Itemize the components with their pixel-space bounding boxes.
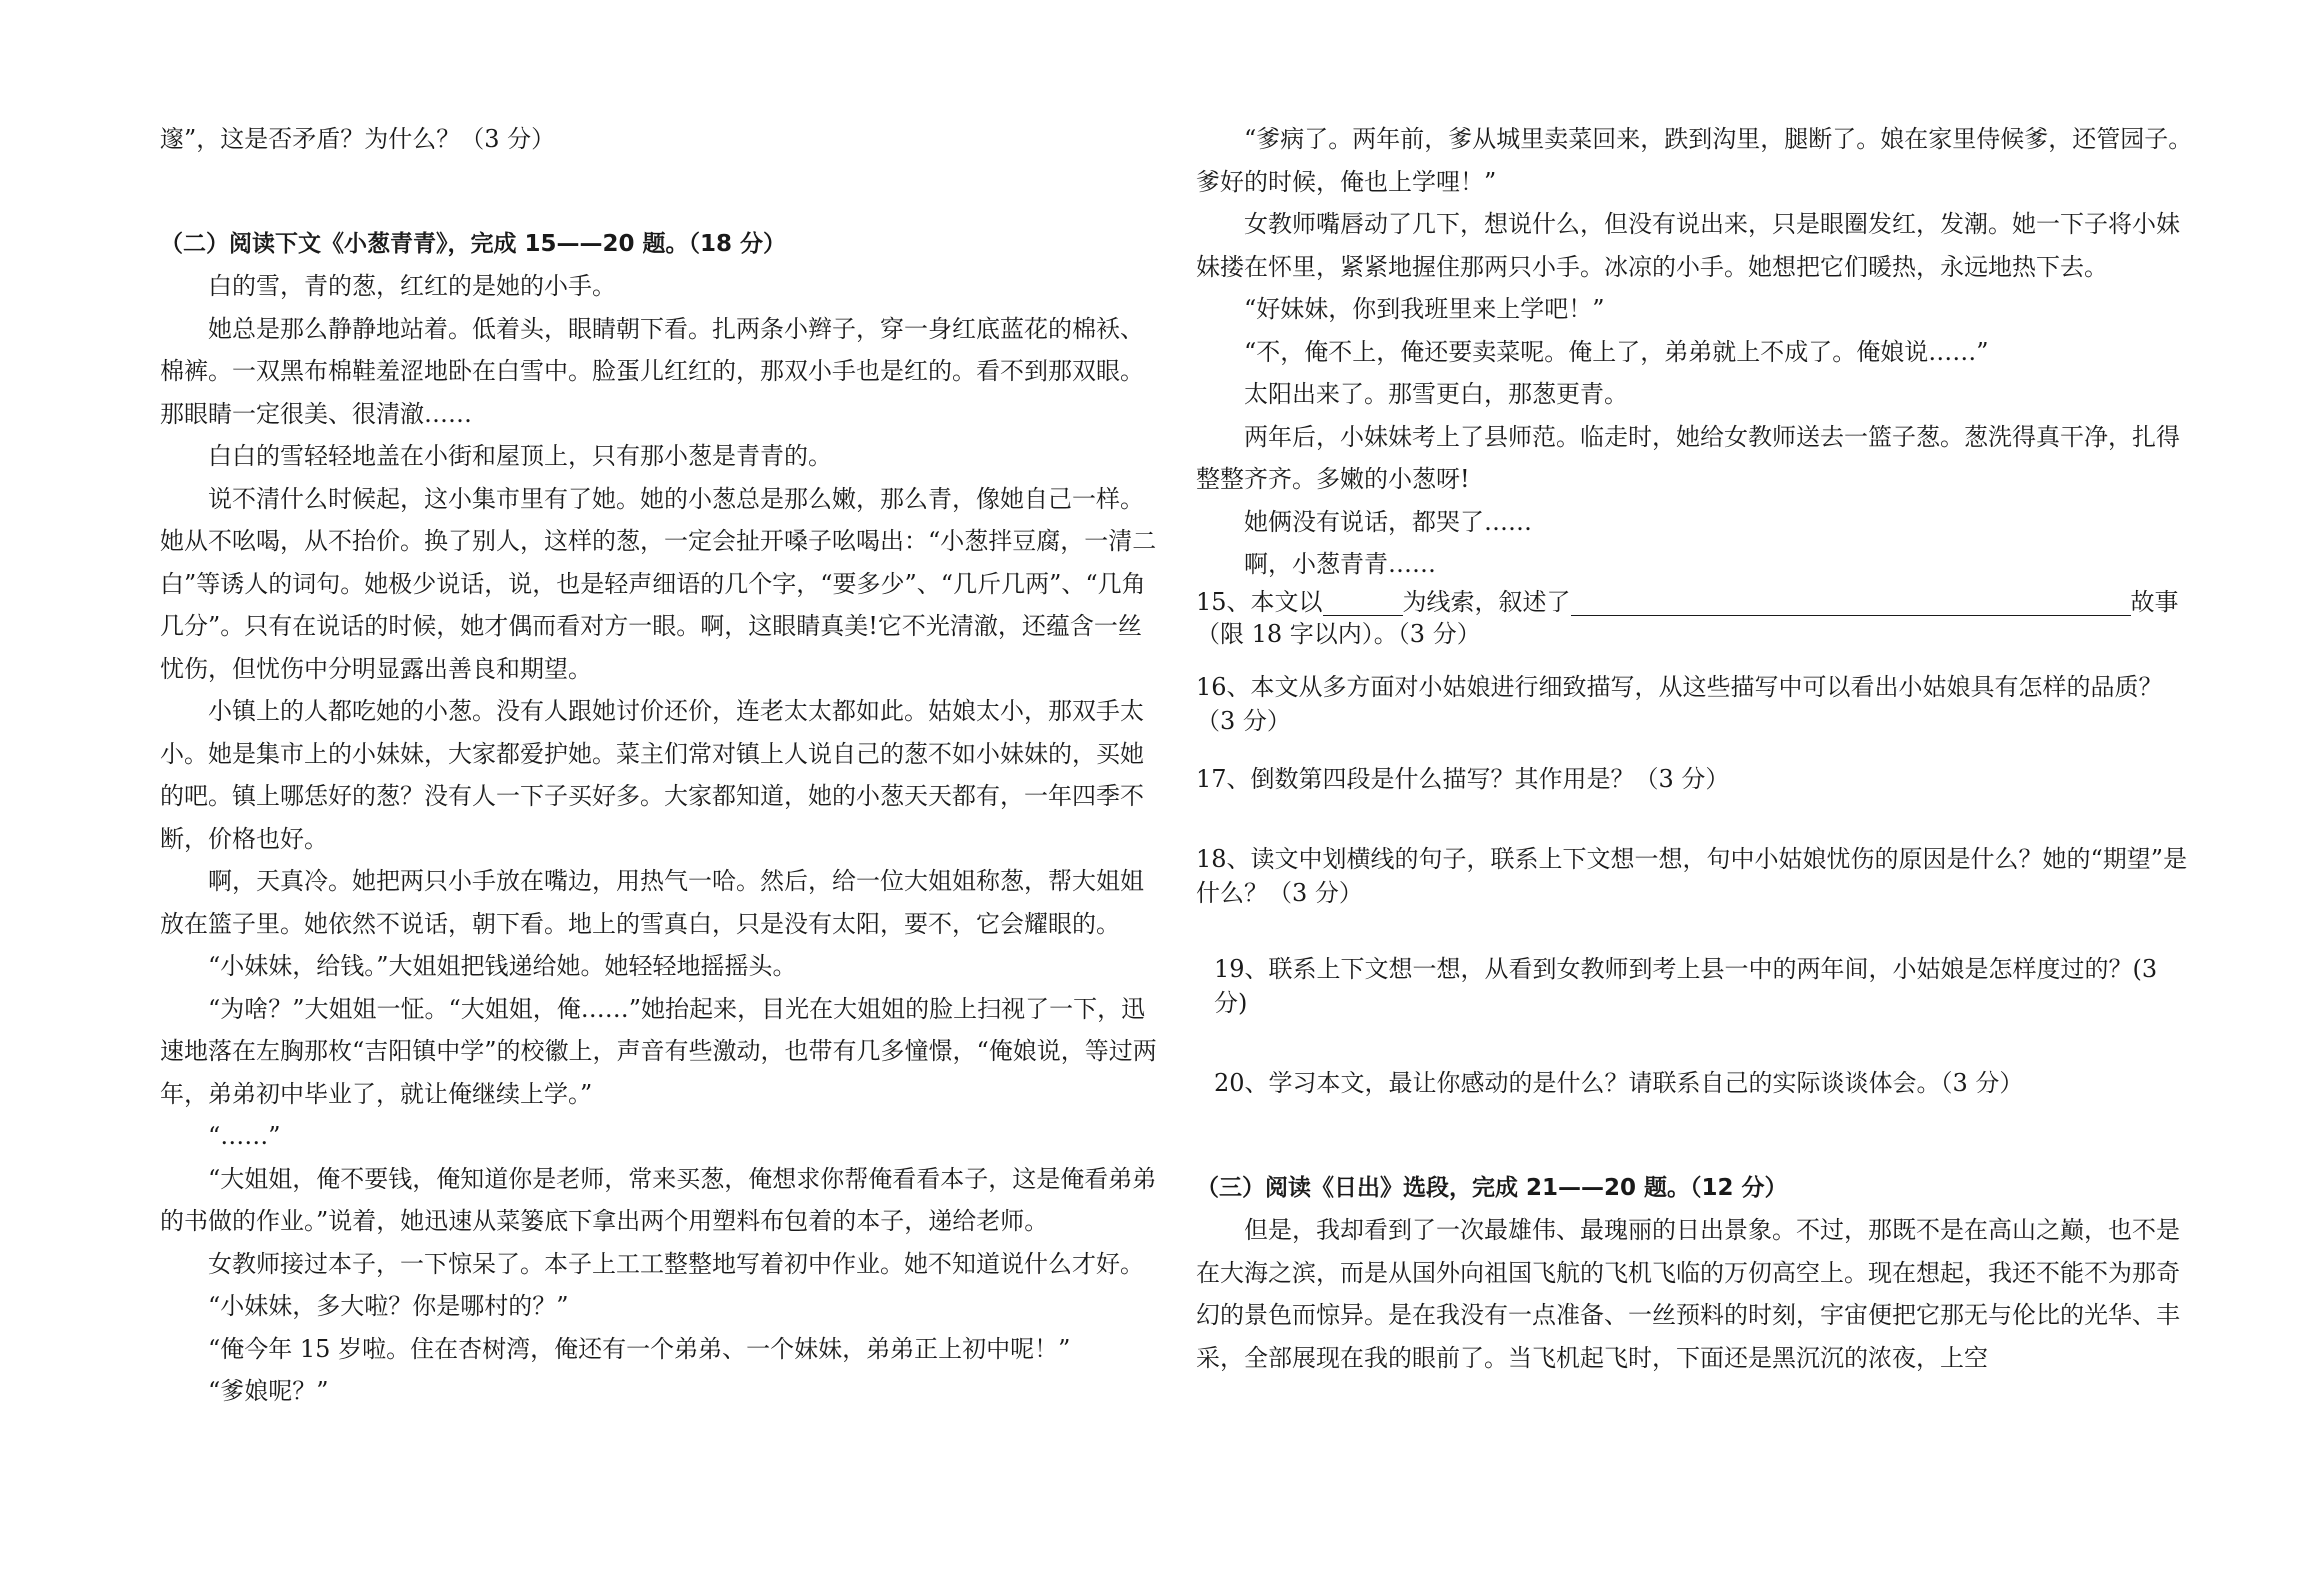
section-2-heading: （二）阅读下文《小葱青青》，完成 15——20 题。（18 分）: [160, 230, 787, 257]
question-18: 18、读文中划横线的句子，联系上下文想一想，句中小姑娘忧伤的原因是什么？她的“期望”是什么？（3 分）: [1196, 845, 2188, 907]
right-column: [1196, 118, 2198, 1379]
passage-paragraph: 小镇上的人都吃她的小葱。没有人跟她讨价还价，连老太太都如此。姑娘太小，那双手太小。她是集市上的小妹妹，大家都爱护她。菜主们常对镇上人说自己的葱不如小妹妹的，买她的吧。镇上哪恁好的葱？没有人一下子买好多。大家都知道，她的小葱天天都有，一年四季不断，价格也好。: [160, 697, 1144, 853]
passage-paragraph: 她总是那么静静地站着。低着头，眼睛朝下看。扎两条小辫子，穿一身红底蓝花的棉袄、棉裤。一双黑布棉鞋羞涩地卧在白雪中。脸蛋儿红红的，那双小手也是红的。看不到那双眼。那眼睛一定很美、很清澈……: [160, 314, 1144, 428]
question-15-suffix: 故事: [2130, 587, 2179, 616]
passage-paragraph: “……”: [208, 1122, 281, 1150]
spacer: [1196, 800, 2198, 842]
question-15-middle: 为线索，叙述了: [1402, 587, 1571, 616]
passage-paragraph: “为啥？”大姐姐一怔。“大姐姐，俺……”她抬起来，目光在大姐姐的脸上扫视了一下，迅速地落在左胸那枚“吉阳镇中学”的校徽上，声音有些激动，也带有几多憧憬，“俺娘说，等过两年，弟弟初中毕业了，就让俺继续上学。”: [160, 994, 1157, 1108]
passage-paragraph: “小妹妹，给钱。”大姐姐把钱递给她。她轻轻地摇摇头。: [208, 952, 797, 980]
section-3-heading: （三）阅读《日出》选段，完成 21——20 题。（12 分）: [1196, 1174, 1788, 1201]
question-15-limit: （限 18 字以内）。（3 分）: [1196, 619, 1481, 648]
answer-blank-story[interactable]: [1571, 589, 2131, 616]
passage-paragraph: 太阳出来了。那雪更白，那葱更青。: [1244, 380, 1628, 408]
spacer: [1196, 738, 2198, 758]
question-15-prefix: 15、本文以: [1196, 587, 1323, 616]
answer-blank-clue[interactable]: [1323, 589, 1403, 616]
passage-paragraph: 白白的雪轻轻地盖在小街和屋顶上，只有那小葱是青青的。: [208, 442, 832, 470]
passage-paragraph: “好妹妹，你到我班里来上学吧！”: [1244, 295, 1605, 323]
passage-paragraph: 女教师接过本子，一下惊呆了。本子上工工整整地写着初中作业。她不知道说什么才好。: [208, 1249, 1144, 1278]
spacer: [1196, 1105, 2198, 1167]
left-column: [160, 118, 1160, 1413]
passage-paragraph: 她俩没有说话，都哭了……: [1244, 507, 1532, 536]
question-19: 19、联系上下文想一想，从看到女教师到考上县一中的两年间，小姑娘是怎样度过的？(3 分): [1214, 955, 2158, 1017]
passage-paragraph: “俺今年 15 岁啦。住在杏树湾，俺还有一个弟弟、一个妹妹，弟弟正上初中呢！”: [208, 1334, 1071, 1363]
question-14-continuation: 邃”，这是否矛盾？为什么？（3 分）: [160, 125, 556, 153]
passage-paragraph: 啊，小葱青青……: [1244, 550, 1436, 578]
spacer: [160, 161, 1160, 223]
passage-paragraph: 白的雪，青的葱，红红的是她的小手。: [208, 272, 616, 300]
passage-paragraph: 啊，天真冷。她把两只小手放在嘴边，用热气一哈。然后，给一位大姐姐称葱，帮大姐姐放在篮子里。她依然不说话，朝下看。地上的雪真白，只是没有太阳，要不，它会耀眼的。: [160, 867, 1144, 938]
spacer: [1196, 650, 2198, 670]
passage-paragraph: 女教师嘴唇动了几下，想说什么，但没有说出来，只是眼圈发红，发潮。她一下子将小妹妹搂在怀里，紧紧地握住那两只小手。冰凉的小手。她想把它们暖热，永远地热下去。: [1196, 210, 2180, 281]
question-15: [1196, 586, 2198, 618]
passage-paragraph: “爹病了。两年前，爹从城里卖菜回来，跌到沟里，腿断了。娘在家里侍候爹，还管园子。爹好的时候，俺也上学哩！”: [1196, 125, 2193, 196]
passage-paragraph: “不，俺不上，俺还要卖菜呢。俺上了，弟弟就上不成了。俺娘说……”: [1244, 337, 1989, 366]
question-16: 16、本文从多方面对小姑娘进行细致描写，从这些描写中可以看出小姑娘具有怎样的品质？（3 分）: [1196, 672, 2163, 735]
spacer: [1196, 1020, 2198, 1062]
question-17: 17、倒数第四段是什么描写？其作用是？（3 分）: [1196, 764, 1730, 793]
passage-paragraph: 两年后，小妹妹考上了县师范。临走时，她给女教师送去一篮子葱。葱洗得真干净，扎得整整齐齐。多嫩的小葱呀!: [1196, 422, 2180, 493]
question-20: 20、学习本文，最让你感动的是什么？请联系自己的实际谈谈体会。（3 分）: [1214, 1069, 2024, 1097]
passage-paragraph: “爹娘呢？”: [208, 1377, 329, 1405]
spacer: [1196, 910, 2198, 952]
passage-paragraph: “大姐姐，俺不要钱，俺知道你是老师，常来买葱，俺想求你帮俺看看本子，这是俺看弟弟的书做的作业。”说着，她迅速从菜篓底下拿出两个用塑料布包着的本子，递给老师。: [160, 1164, 1157, 1235]
passage-paragraph: 但是，我却看到了一次最雄伟、最瑰丽的日出景象。不过，那既不是在高山之巅，也不是在大海之滨，而是从国外向祖国飞航的飞机飞临的万仞高空上。现在想起，我还不能不为那奇幻的景色而惊异。是在我没有一点准备、一丝预料的时刻，宇宙便把它那无与伦比的光华、丰采，全部展现在我的眼前了。当飞机起飞时，下面还是黑沉沉的浓夜，上空: [1196, 1216, 2180, 1372]
passage-paragraph: 说不清什么时候起，这小集市里有了她。她的小葱总是那么嫩，那么青，像她自己一样。她从不吆喝，从不抬价。换了别人，这样的葱，一定会扯开嗓子吆喝出：“小葱拌豆腐，一清二白”等诱人的词句。她极少说话，说，也是轻声细语的几个字，“要多少”、“几斤几两”、“几角几分”。只有在说话的时候，她才偶而看对方一眼。啊，这眼睛真美!它不光清澈，还蕴含一丝忧伤，但忧伤中分明显露出善良和期望。: [160, 484, 1157, 683]
passage-paragraph: “小妹妹，多大啦？你是哪村的？”: [208, 1292, 569, 1320]
